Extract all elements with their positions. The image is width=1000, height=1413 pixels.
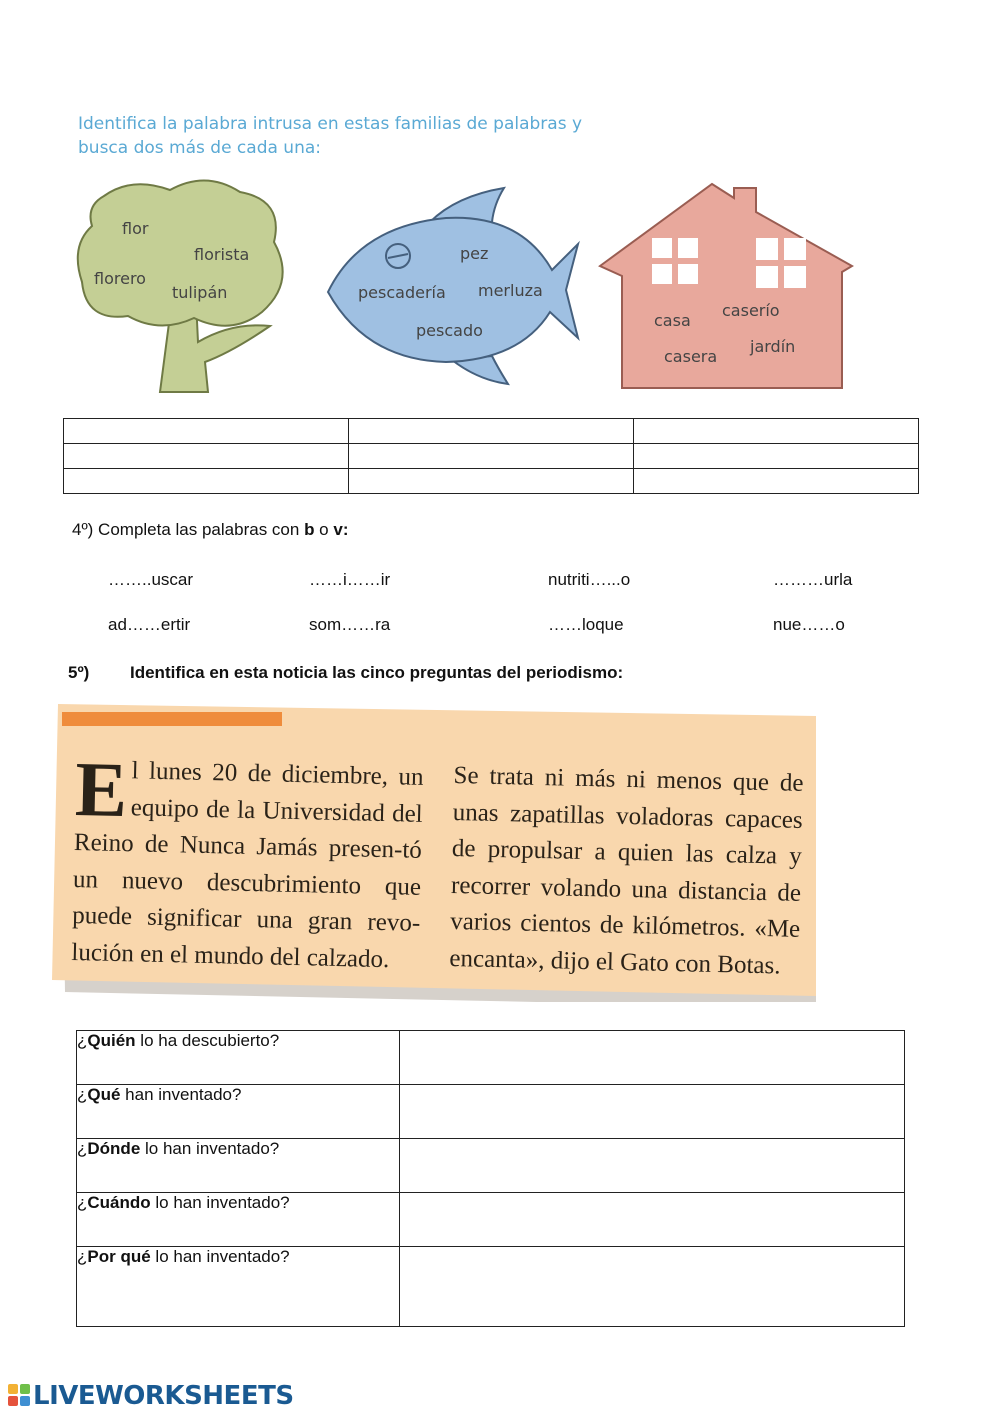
answer-cell[interactable] [634,444,919,469]
answer-cell[interactable] [634,469,919,494]
question-4-heading [72,520,348,540]
question-5-number: 5º) [68,663,90,682]
letter-b: b [304,520,315,539]
fill-word[interactable]: nutriti…...o [548,570,631,589]
word-casa: casa [654,311,691,330]
fill-word[interactable]: ……..uscar [108,570,194,589]
answer-cell[interactable] [349,469,634,494]
answer-cell[interactable] [400,1031,905,1085]
word-florero: florero [94,269,146,288]
news-left-text: l lunes 20 de diciembre, un equipo de la Universidad del Reino de Nunca Jamás presen-tó un nuevo descubrimiento que puede significar una gran revo-lución en el mundo del calzado. [71,757,424,973]
word-jardin: jardín [750,337,796,356]
question-cell: ¿Por qué lo han inventado? [77,1247,400,1327]
question-cell: ¿Qué han inventado? [77,1085,400,1139]
word-florista: florista [194,245,250,264]
logo-blocks-icon [8,1384,30,1406]
journalism-questions-table [76,1030,905,1327]
logo-text: LIVEWORKSHEETS [33,1381,294,1411]
question-row [77,1193,905,1247]
word-tulipan: tulipán [172,283,228,302]
word-merluza: merluza [478,281,543,300]
word-flor: flor [122,219,149,238]
word-pescado: pescado [416,321,483,340]
question-4-prefix: 4º) Completa las palabras con [72,520,305,539]
question-5-title: Identifica en esta noticia las cinco preguntas del periodismo: [130,663,624,682]
answer-cell[interactable] [64,419,349,444]
instructions-line-1: Identifica la palabra intrusa en estas familias de palabras y [78,114,583,134]
answer-row [64,469,919,494]
question-cell: ¿Dónde lo han inventado? [77,1139,400,1193]
question-cell: ¿Quién lo ha descubierto? [77,1031,400,1085]
word-casera: casera [664,347,718,366]
news-right-column: Se trata ni más ni menos que de unas zapatillas voladoras capaces de propulsar a quien las calza y recorrer volando una distancia de varios cientos de kilómetros. «Me encanta», dijo el Gato con Botas. [449,761,804,979]
fill-word[interactable]: ad……ertir [108,615,191,634]
answer-row [64,444,919,469]
word-caserio: caserío [722,301,780,320]
word-family-illustrations [0,0,1000,420]
question-5-heading [68,663,623,683]
news-dropcap: E [74,745,129,834]
fill-word[interactable]: ……i……ir [309,570,391,589]
word-pez: pez [460,244,489,263]
answer-cell[interactable] [400,1139,905,1193]
word-family-answer-table [63,418,919,494]
instructions-line-2: busca dos más de cada una: [78,138,322,158]
answer-row [64,419,919,444]
answer-cell[interactable] [400,1193,905,1247]
house-illustration [600,184,852,388]
answer-cell[interactable] [349,444,634,469]
answer-cell[interactable] [400,1247,905,1327]
question-row [77,1085,905,1139]
liveworksheets-logo[interactable] [8,1381,294,1411]
question-row [77,1139,905,1193]
answer-cell[interactable] [64,444,349,469]
question-cell: ¿Cuándo lo han inventado? [77,1193,400,1247]
fill-word[interactable]: ………urla [773,570,853,589]
question-4-connector: o [314,520,334,539]
answer-cell[interactable] [634,419,919,444]
answer-cell[interactable] [64,469,349,494]
letter-v: v: [333,520,349,539]
word-pescaderia: pescadería [358,283,446,302]
question-row [77,1247,905,1327]
news-left-column [71,745,424,979]
answer-cell[interactable] [349,419,634,444]
fill-word[interactable]: ……loque [548,615,624,634]
fill-word[interactable]: nue……o [773,615,845,634]
answer-cell[interactable] [400,1085,905,1139]
fill-word[interactable]: som……ra [309,615,391,634]
question-row [77,1031,905,1085]
